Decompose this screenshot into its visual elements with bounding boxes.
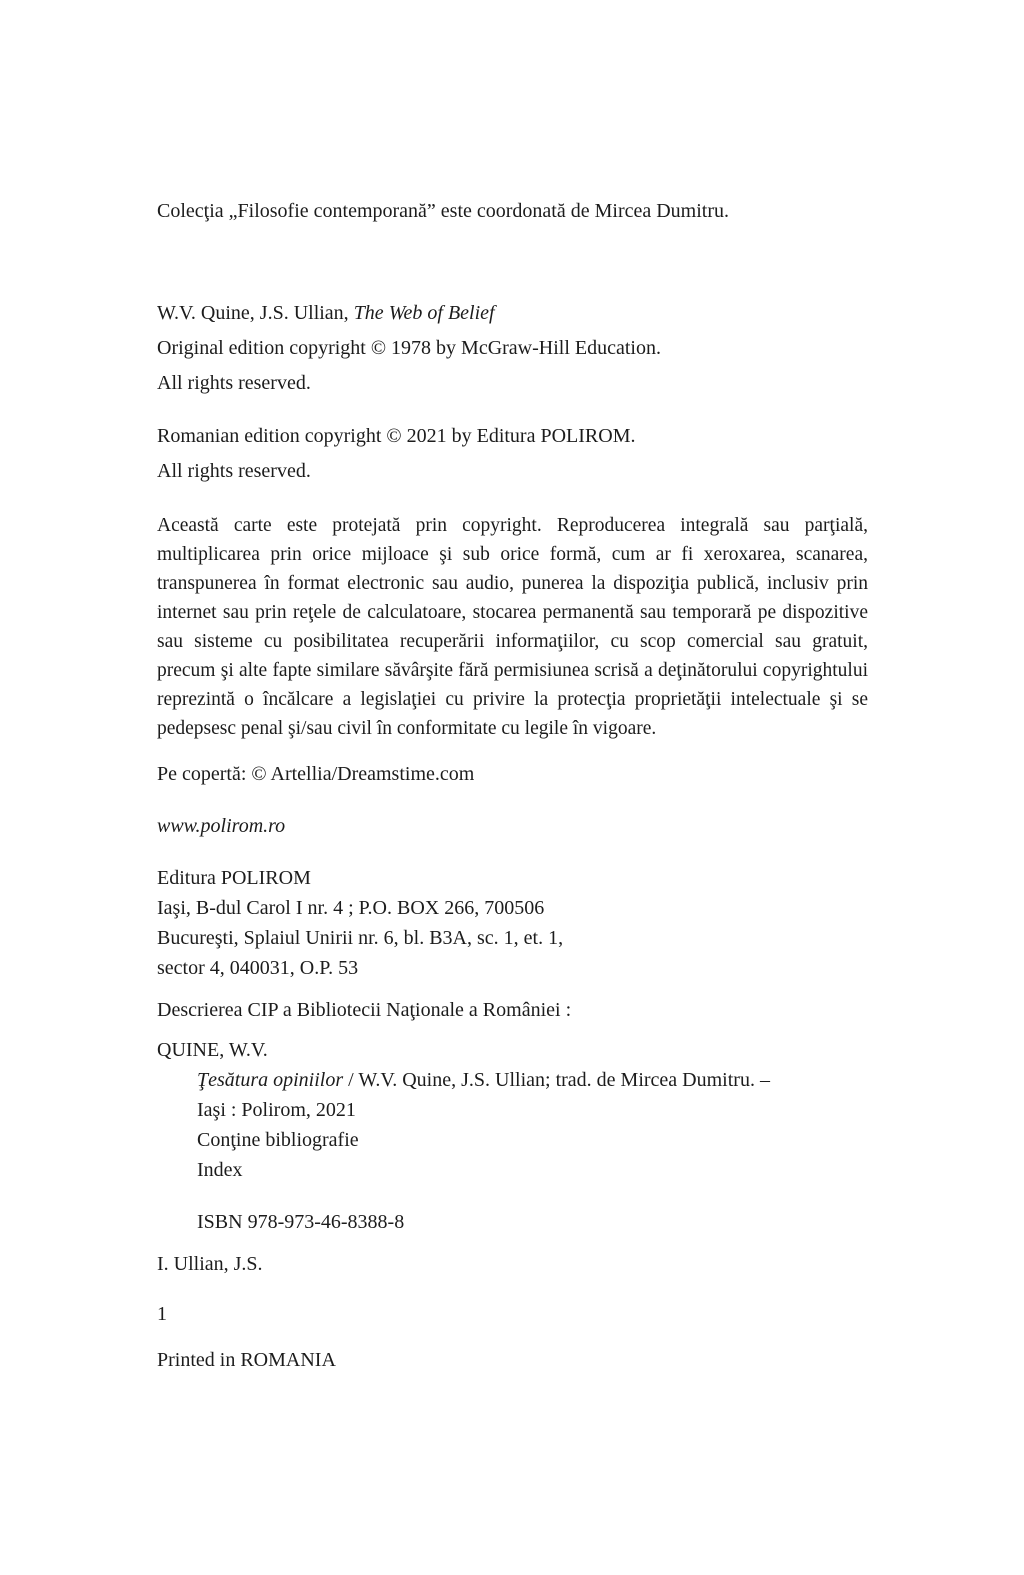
cip-item-number: 1 bbox=[157, 1303, 167, 1325]
original-edition-block bbox=[157, 296, 868, 401]
cip-title-line2: Iaşi : Polirom, 2021 bbox=[197, 1099, 356, 1121]
publisher-website: www.polirom.ro bbox=[157, 815, 286, 837]
original-copyright-line: Original edition copyright © 1978 by McGraw-Hill Education. bbox=[157, 337, 661, 359]
cip-bibliography: Conţine bibliografie bbox=[197, 1129, 359, 1151]
publisher-address-iasi: Iaşi, B-dul Carol I nr. 4 ; P.O. BOX 266, 700506 bbox=[157, 897, 545, 919]
collection-note: Colecţia „Filosofie contemporană” este coordonată de Mircea Dumitru. bbox=[157, 200, 730, 222]
copyright-legal-notice: Această carte este protejată prin copyright. Reproducerea integrală sau parţială, multiplicarea prin orice mijloace şi sub orice formă, cum ar fi xeroxarea, scanarea, transpunerea în format electronic sau audio, punerea la dispoziţia publică, inclusiv prin internet sau prin reţele de calculatoare, stocarea permanentă sau temporară pe dispozitive sau sisteme cu posibilitatea recuperării informaţiilor, cu scop comercial sau gratuit, precum şi alte fapte similare săvârşite fără permisiunea scrisă a deţinătorului copyrightului reprezintă o încălcare a legislaţiei cu privire la protecţia proprietăţii intelectuale şi se pedepsesc penal şi/sau civil în conformitate cu legile în vigoare. bbox=[157, 515, 868, 739]
romanian-edition-block bbox=[157, 419, 868, 489]
cip-heading: Descrierea CIP a Bibliotecii Naţionale a României : bbox=[157, 999, 572, 1021]
cip-isbn: ISBN 978-973-46-8388-8 bbox=[197, 1211, 405, 1233]
cip-title-rest: / W.V. Quine, J.S. Ullian; trad. de Mircea Dumitru. – bbox=[343, 1069, 770, 1091]
cip-author: QUINE, W.V. bbox=[157, 1039, 268, 1061]
cip-entry-block bbox=[157, 1035, 868, 1237]
original-book-title: The Web of Belief bbox=[353, 302, 495, 324]
publisher-address-block bbox=[157, 863, 868, 983]
original-authors: W.V. Quine, J.S. Ullian, bbox=[157, 302, 354, 324]
secondary-author-ref: I. Ullian, J.S. bbox=[157, 1253, 263, 1275]
original-rights-line: All rights reserved. bbox=[157, 372, 311, 394]
publisher-address-bucharest-2: sector 4, 040031, O.P. 53 bbox=[157, 957, 359, 979]
cover-credit: Pe copertă: © Artellia/Dreamstime.com bbox=[157, 763, 475, 785]
cip-entry-body bbox=[157, 1065, 868, 1237]
cip-index: Index bbox=[197, 1159, 243, 1181]
publisher-address-bucharest-1: Bucureşti, Splaiul Unirii nr. 6, bl. B3A, sc. 1, et. 1, bbox=[157, 927, 564, 949]
romanian-copyright-line: Romanian edition copyright © 2021 by Editura POLIROM. bbox=[157, 425, 636, 447]
romanian-rights-line: All rights reserved. bbox=[157, 460, 311, 482]
publisher-name: Editura POLIROM bbox=[157, 867, 311, 889]
original-title-line bbox=[157, 296, 868, 331]
printed-in-note: Printed in ROMANIA bbox=[157, 1349, 336, 1371]
cip-book-title: Ţesătura opiniilor bbox=[197, 1069, 344, 1091]
cip-title-line bbox=[197, 1065, 868, 1095]
